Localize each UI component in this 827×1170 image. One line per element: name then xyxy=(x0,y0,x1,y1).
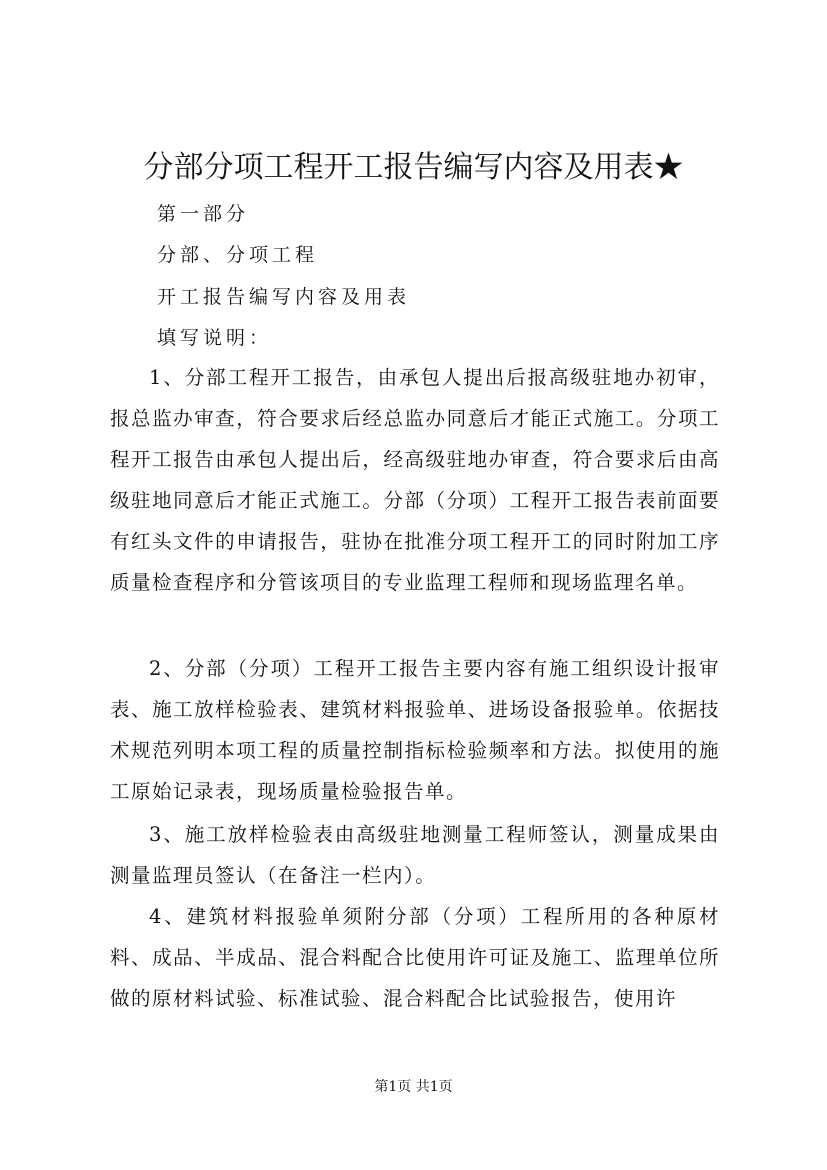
paragraph-3: 3、施工放样检验表由高级驻地测量工程师签认，测量成果由测量监理员签认（在备注一栏内）。 xyxy=(110,823,720,887)
paragraph-2: 2、分部（分项）工程开工报告主要内容有施工组织设计报审表、施工放样检验表、建筑材料报验单、进场设备报验单。依据技术规范列明本项工程的质量控制指标检验频率和方法。拟使用的施工原始记录表，现场质量检验报告单。 xyxy=(110,657,720,803)
document-title: 分部分项工程开工报告编写内容及用表★ xyxy=(143,150,684,185)
section-heading: 第一部分 xyxy=(157,203,250,225)
instructions-heading: 填写说明： xyxy=(157,327,273,349)
paragraph-1: 1、分部工程开工报告，由承包人提出后报高级驻地办初审，报总监办审查，符合要求后经总监办同意后才能正式施工。分项工程开工报告由承包人提出后，经高级驻地办审查，符合要求后由高级驻地同意后才能正式施工。分部（分项）工程开工报告表前面要有红头文件的申请报告，驻协在批准分项工程开工的同时附加工序质量检查程序和分管该项目的专业监理工程师和现场监理名单。 xyxy=(110,366,720,594)
paragraph-4: 4、建筑材料报验单须附分部（分项）工程所用的各种原材料、成品、半成品、混合料配合比使用许可证及施工、监理单位所做的原材料试验、标准试验、混合料配合比试验报告，使用许 xyxy=(110,905,720,1010)
section-subheading: 分部、分项工程 xyxy=(157,244,319,266)
section-subheading: 开工报告编写内容及用表 xyxy=(157,286,411,308)
page-footer: 第1页 共1页 xyxy=(374,1079,453,1095)
